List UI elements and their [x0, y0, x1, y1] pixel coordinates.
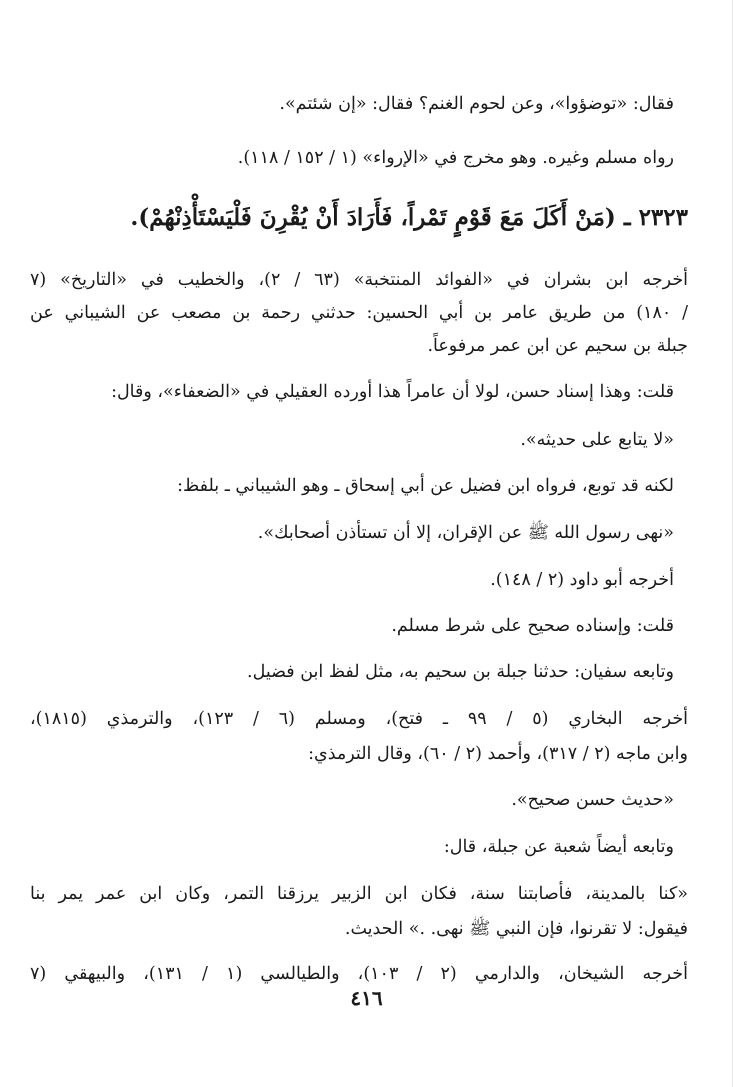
text-line: لكنه قد توبع، فرواه ابن فضيل عن أبي إسحاق ـ وهو الشيباني ـ بلفظ:: [177, 476, 674, 496]
text-line: / ١٨٠) من طريق عامر بن أبي الحسين: حدثني رحمة بن مصعب عن الشيباني عن: [30, 303, 688, 323]
text-line: «حديث حسن صحيح».: [511, 790, 674, 810]
page-body: [30, 80, 688, 1040]
text-line: جبلة بن سحيم عن ابن عمر مرفوعاً.: [427, 336, 688, 356]
text-line: وتابعه أيضاً شعبة عن جبلة، قال:: [443, 837, 674, 857]
text-line: فقال: «توضؤوا»، وعن لحوم الغنم؟ فقال: «إن شئتم».: [279, 94, 674, 114]
text-line: وتابعه سفيان: حدثنا جبلة بن سحيم به، مثل لفظ ابن فضيل.: [247, 662, 674, 682]
text-line: وابن ماجه (٢ / ٣١٧)، وأحمد (٢ / ٦٠)، وقال الترمذي:: [308, 744, 688, 764]
text-line: أخرجه أبو داود (٢ / ١٤٨).: [490, 570, 674, 590]
text-line: «لا يتابع على حديثه».: [520, 430, 674, 450]
text-line: أخرجه الشيخان، والدارمي (٢ / ١٠٣)، والطيالسي (١ / ١٣١)، والبيهقي (٧: [30, 964, 688, 984]
text-line: أخرجه البخاري (٥ / ٩٩ ـ فتح)، ومسلم (٦ / ١٢٣)، والترمذي (١٨١٥)،: [30, 709, 688, 729]
hadith-heading: ٢٣٢٣ ـ (مَنْ أَكَلَ مَعَ قَوْمٍ تَمْراً، فَأَرَادَ أَنْ يُقْرِنَ فَلْيَسْتَأْذِنْهُمْ).: [130, 204, 688, 231]
text-line: «كنا بالمدينة، فأصابتنا سنة، فكان ابن الزبير يرزقنا التمر، وكان ابن عمر يمر بنا: [30, 884, 688, 904]
text-line: أخرجه ابن بشران في «الفوائد المنتخبة» (٦٣ / ٢)، والخطيب في «التاريخ» (٧: [30, 270, 689, 290]
page-number: ٤١٦: [350, 986, 383, 1010]
text-line: «نهى رسول الله ﷺ عن الإقران، إلا أن تستأذن أصحابك».: [257, 523, 674, 543]
text-line: رواه مسلم وغيره. وهو مخرج في «الإرواء» (١ / ١٥٢ / ١١٨).: [237, 148, 674, 168]
text-line: فيقول: لا تقرنوا، فإن النبي ﷺ نهى. .» الحديث.: [344, 919, 688, 939]
text-line: قلت: وإسناده صحيح على شرط مسلم.: [391, 616, 674, 636]
text-line: قلت: وهذا إسناد حسن، لولا أن عامراً هذا أورده العقيلي في «الضعفاء»، وقال:: [111, 382, 674, 402]
